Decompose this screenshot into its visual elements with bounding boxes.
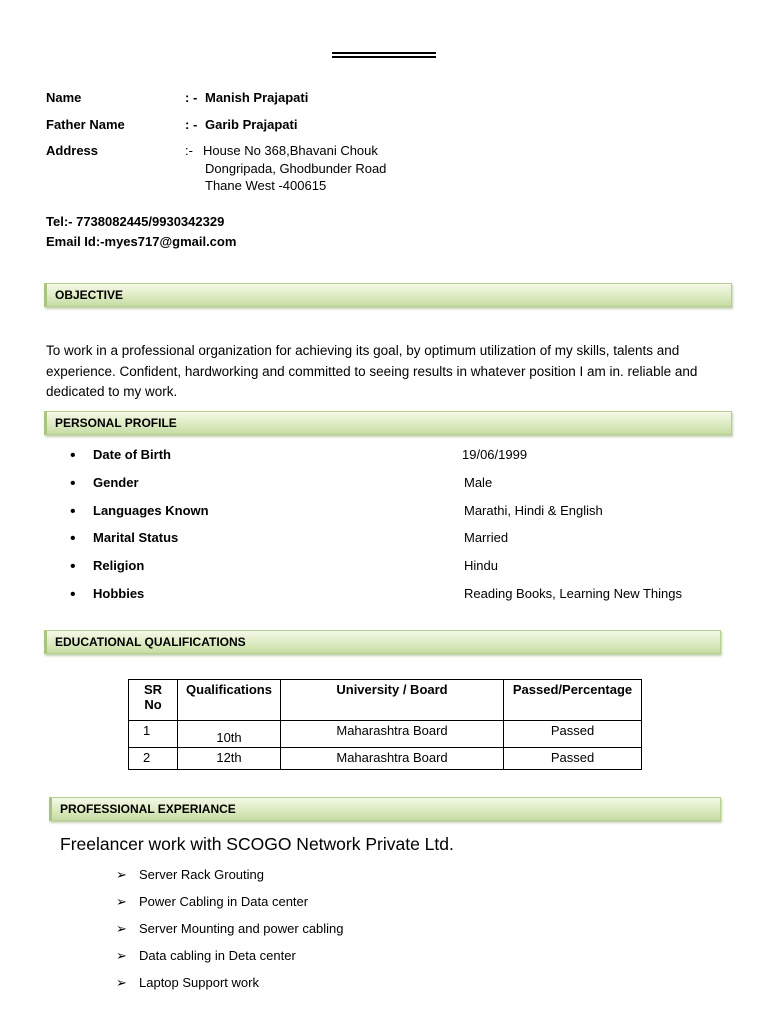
- bullet-icon: •: [70, 530, 76, 547]
- objective-text: To work in a professional organization for achieving its goal, by optimum utilization of my skills, talents and experience. Confident, hardworking and committed to seeing results in whatever position I am in. reliable and dedicated to my work.: [46, 343, 698, 399]
- section-experience: PROFESSIONAL EXPERIANCE: [49, 797, 721, 821]
- cell-sr: 2: [129, 748, 178, 770]
- company-heading: Freelancer work with SCOGO Network Private Ltd.: [60, 834, 454, 854]
- profile-label-dob: Date of Birth: [93, 447, 171, 462]
- profile-value-hobbies: Reading Books, Learning New Things: [464, 586, 683, 601]
- address-separator: :-: [185, 143, 193, 158]
- name-label: Name: [46, 90, 82, 105]
- address-label: Address: [46, 143, 99, 158]
- bullet-icon: •: [70, 586, 76, 603]
- arrow-bullet-icon: ➢: [116, 921, 127, 936]
- top-double-rule: [332, 52, 436, 58]
- bullet-icon: •: [70, 503, 76, 520]
- profile-value-marital: Married: [464, 530, 509, 545]
- table-row: [129, 721, 642, 748]
- bullet-icon: •: [70, 447, 76, 464]
- arrow-bullet-icon: ➢: [116, 948, 127, 963]
- list-item: Server Rack Grouting: [139, 867, 264, 882]
- profile-value-dob: 19/06/1999: [462, 447, 528, 462]
- list-item: Power Cabling in Data center: [139, 894, 309, 909]
- section-personal-profile: PERSONAL PROFILE: [44, 411, 732, 435]
- cell-qualification: 12th: [178, 748, 281, 770]
- cell-board: Maharashtra Board: [281, 748, 504, 770]
- table-header-row: [129, 680, 642, 721]
- profile-label-hobbies: Hobbies: [93, 586, 145, 601]
- profile-label-languages: Languages Known: [93, 503, 209, 518]
- profile-label-marital: Marital Status: [93, 530, 179, 545]
- header-qualifications: Qualifications: [178, 680, 281, 721]
- father-name-separator: : -: [185, 117, 198, 132]
- address-line-2: Dongripada, Ghodbunder Road: [205, 161, 387, 176]
- profile-label-gender: Gender: [93, 475, 139, 490]
- table-row: [129, 748, 642, 770]
- list-item: Server Mounting and power cabling: [139, 921, 344, 936]
- father-name-label: Father Name: [46, 117, 125, 132]
- address-line-1: House No 368,Bhavani Chouk: [203, 143, 378, 158]
- section-education: EDUCATIONAL QUALIFICATIONS: [44, 630, 721, 654]
- profile-value-religion: Hindu: [464, 558, 498, 573]
- header-sr-no: SR No: [129, 680, 178, 721]
- cell-result: Passed: [504, 721, 642, 748]
- profile-label-religion: Religion: [93, 558, 145, 573]
- arrow-bullet-icon: ➢: [116, 867, 127, 882]
- email: Email Id:-myes717@gmail.com: [46, 234, 237, 249]
- cell-sr: 1: [129, 721, 178, 748]
- header-university-board: University / Board: [281, 680, 504, 721]
- address-line-3: Thane West -400615: [205, 178, 327, 193]
- cell-result: Passed: [504, 748, 642, 770]
- header-passed-percentage: Passed/Percentage: [504, 680, 642, 721]
- bullet-icon: •: [70, 558, 76, 575]
- bullet-icon: •: [70, 475, 76, 492]
- profile-value-gender: Male: [464, 475, 493, 490]
- section-objective: OBJECTIVE: [44, 283, 732, 307]
- education-table: [128, 679, 642, 770]
- list-item: Data cabling in Deta center: [139, 948, 296, 963]
- arrow-bullet-icon: ➢: [116, 894, 127, 909]
- cell-qualification: 10th: [178, 721, 281, 748]
- father-name-value: Garib Prajapati: [205, 117, 298, 132]
- telephone: Tel:- 7738082445/9930342329: [46, 214, 225, 229]
- name-value: Manish Prajapati: [205, 90, 309, 105]
- profile-value-languages: Marathi, Hindi & English: [464, 503, 603, 518]
- name-separator: : -: [185, 90, 198, 105]
- cell-board: Maharashtra Board: [281, 721, 504, 748]
- arrow-bullet-icon: ➢: [116, 975, 127, 990]
- list-item: Laptop Support work: [139, 975, 259, 990]
